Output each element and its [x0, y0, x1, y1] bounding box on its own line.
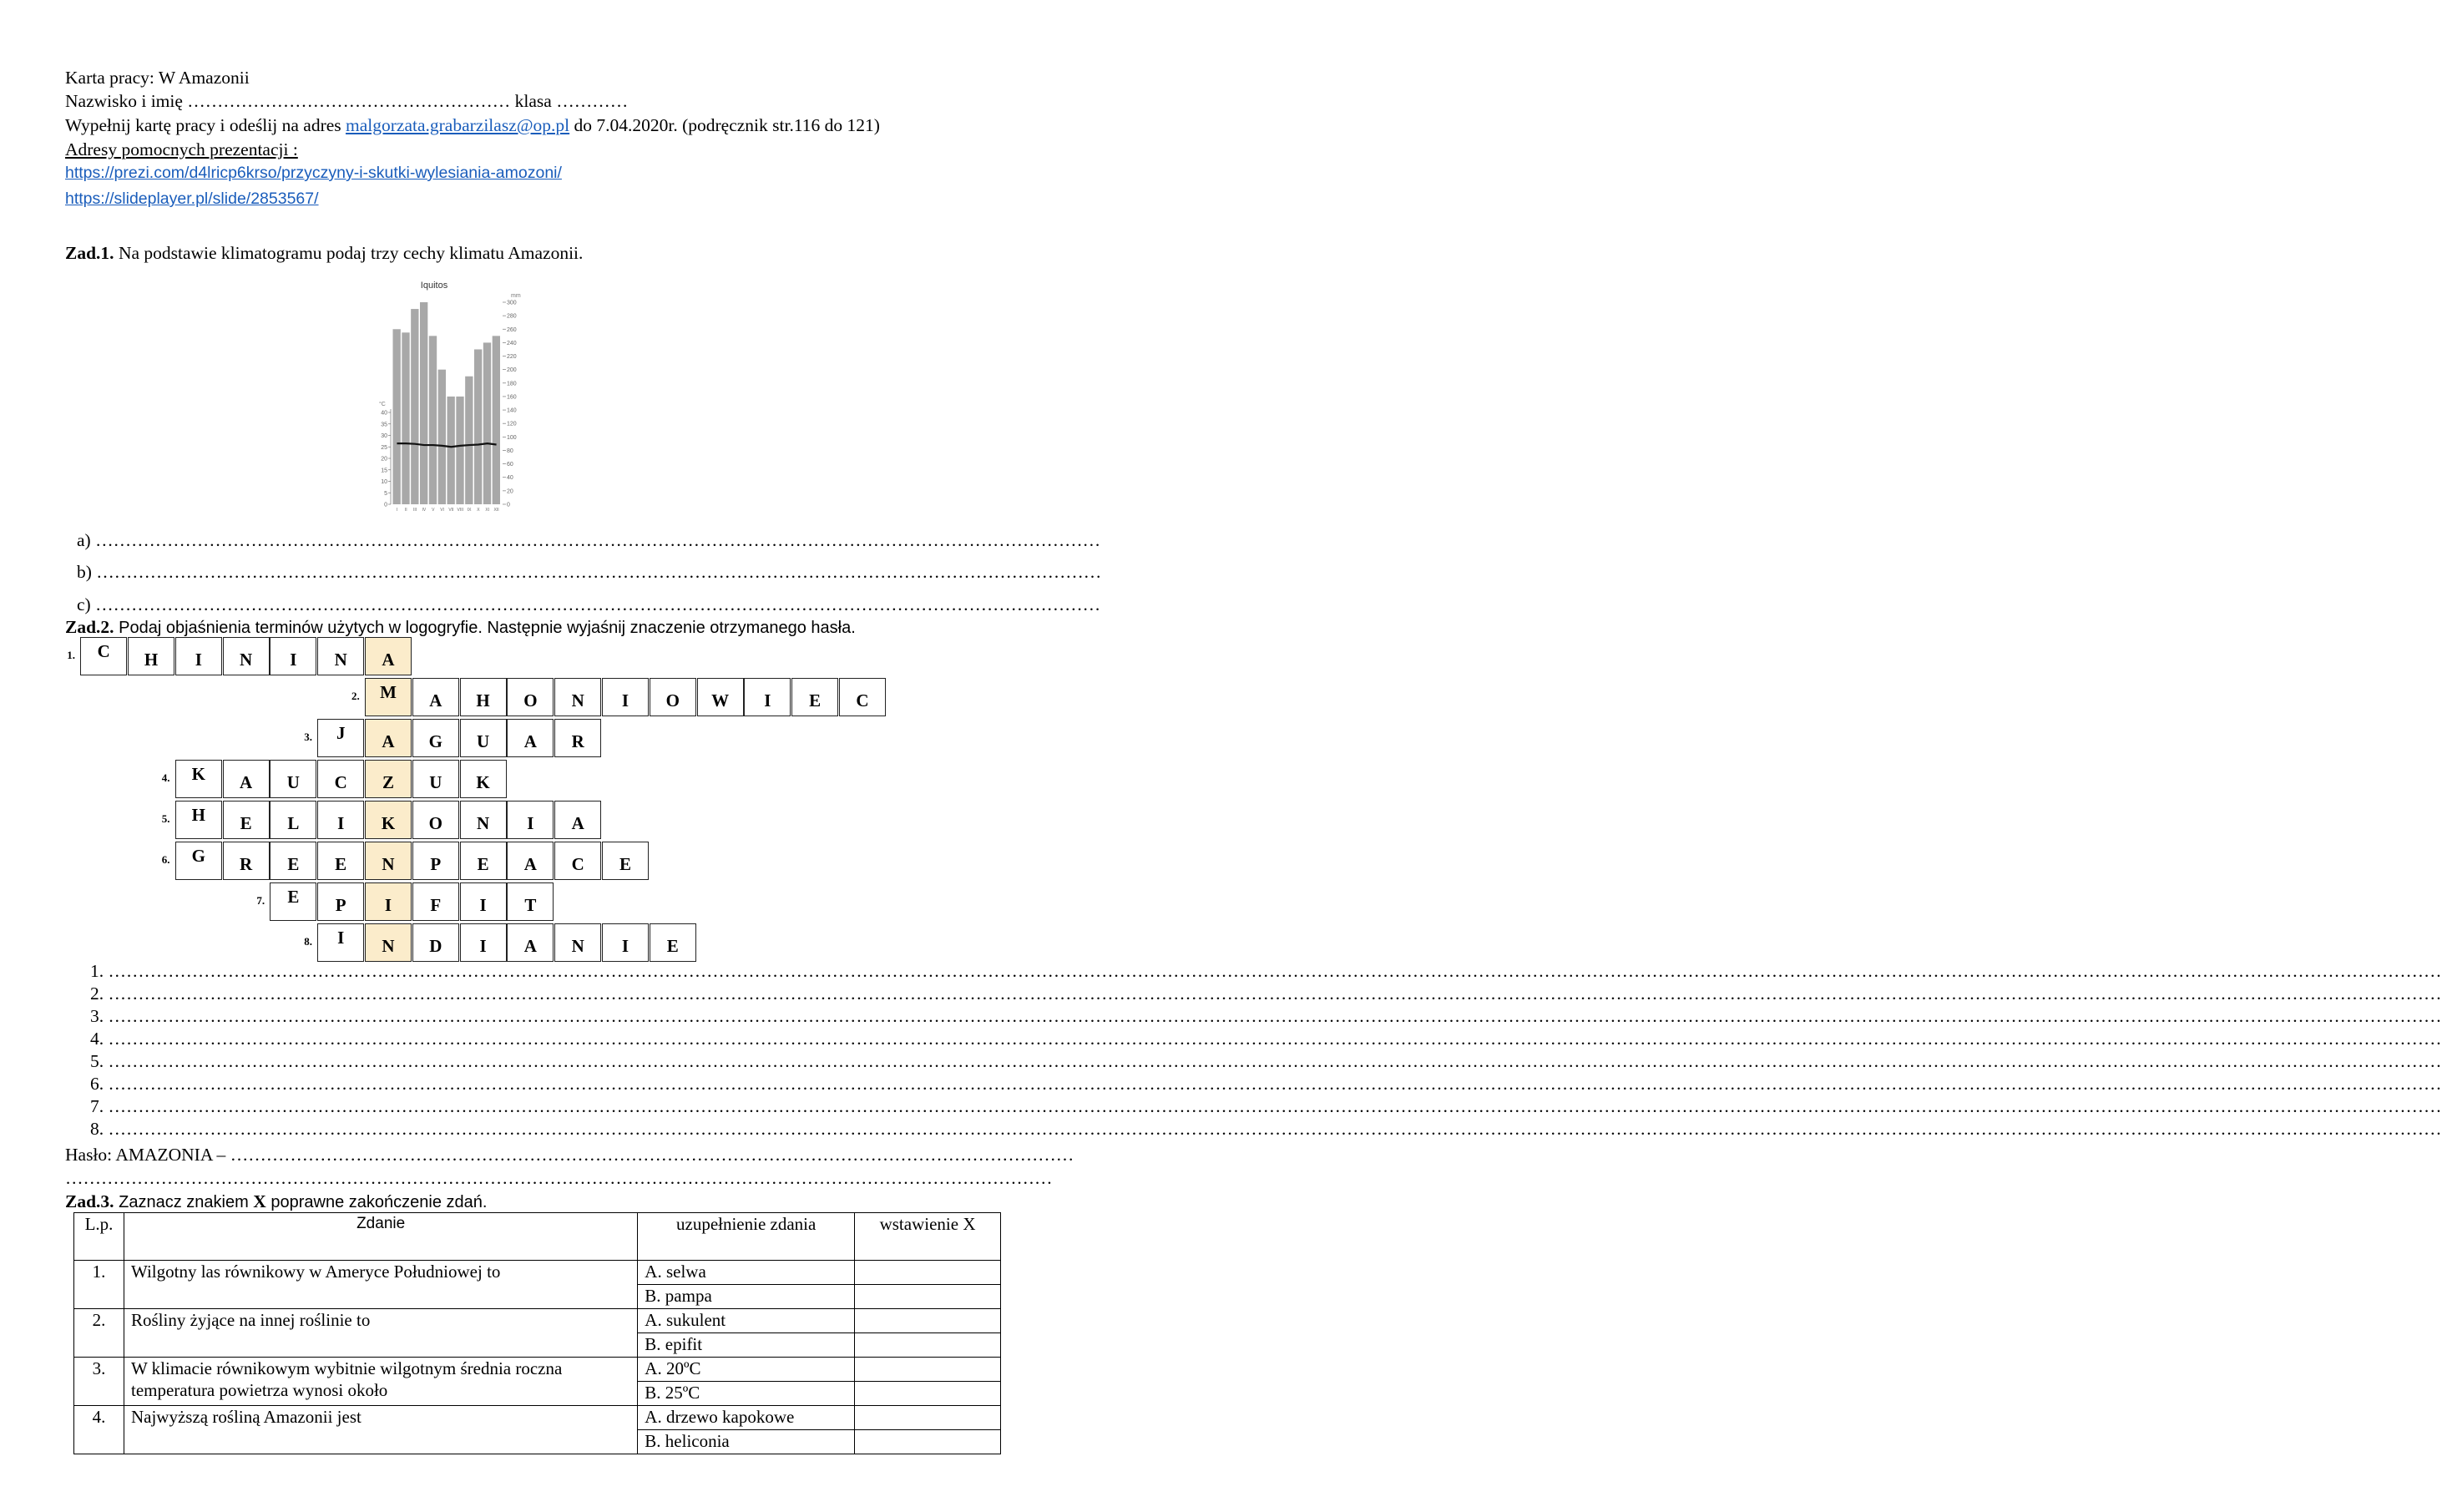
row-lp: 4.: [74, 1406, 124, 1454]
crossword-row-number: 4.: [161, 771, 170, 784]
crossword-cell: F: [412, 882, 459, 921]
header-lp: L.p.: [74, 1213, 124, 1261]
crossword-cell: I: [744, 678, 791, 716]
precipitation-bar: [456, 397, 463, 504]
crossword-cell: I: [317, 923, 364, 962]
right-tick-label: 300: [507, 300, 517, 306]
left-tick-label: 15: [381, 468, 387, 474]
crossword-row-number: 1.: [67, 649, 75, 661]
crossword-cell: E: [460, 842, 507, 880]
month-label: VII: [448, 508, 454, 513]
crossword-cell: A: [507, 842, 554, 880]
crossword-cell: H: [460, 678, 507, 716]
crossword-cell: I: [270, 637, 316, 675]
crossword-cell: L: [270, 801, 316, 839]
precipitation-bar: [438, 370, 446, 504]
answer-line[interactable]: 3. …………………………………………………………………………………………………………………………………………………………………………………………………………………………………………………………………………………………………………………………………………………………: [90, 1006, 2442, 1026]
answer-c-label: c): [77, 594, 91, 614]
crossword-cell: N: [554, 678, 601, 716]
instructions-post: do 7.04.2020r. (podręcznik str.116 do 121): [569, 115, 880, 135]
right-tick-label: 40: [507, 475, 513, 482]
crossword-cell: E: [223, 801, 270, 839]
left-tick-label: 0: [384, 502, 387, 508]
crossword-cell: A: [554, 801, 601, 839]
crossword-cell: O: [507, 678, 554, 716]
answer-line[interactable]: 5. …………………………………………………………………………………………………………………………………………………………………………………………………………………………………………………………………………………………………………………………………………………………: [90, 1051, 2442, 1071]
task1-answer-a[interactable]: a) ……………………………………………………………………………………………………………………………………………………: [77, 530, 1101, 550]
mark-cell-b[interactable]: [855, 1333, 1001, 1358]
precipitation-bar: [465, 377, 473, 504]
task2-text: Podaj objaśnienia terminów użytych w logogryfie. Następnie wyjaśnij znaczenie otrzymanego hasła.: [114, 619, 856, 637]
slideplayer-link[interactable]: https://slideplayer.pl/slide/2853567/: [65, 190, 319, 208]
instructions-pre: Wypełnij kartę pracy i odeślij na adres: [65, 115, 346, 135]
option-b: B. epifit: [638, 1333, 855, 1358]
climatogram-chart: [367, 279, 534, 513]
crossword-cell: C: [554, 842, 601, 880]
helper-heading: Adresy pomocnych prezentacji :: [65, 139, 298, 159]
crossword-cell: T: [507, 882, 554, 921]
crossword-cell: P: [317, 882, 364, 921]
answer-line[interactable]: 4. …………………………………………………………………………………………………………………………………………………………………………………………………………………………………………………………………………………………………………………………………………………………: [90, 1029, 2442, 1049]
crossword-cell: N: [365, 842, 412, 880]
option-b: B. pampa: [638, 1285, 855, 1309]
row-lp: 2.: [74, 1309, 124, 1358]
task1-answer-b[interactable]: b) ……………………………………………………………………………………………………………………………………………………: [77, 562, 1102, 582]
crossword-cell: N: [554, 923, 601, 962]
answer-number: 5.: [90, 1051, 104, 1071]
crossword-cell: A: [507, 719, 554, 757]
crossword-cell: K: [365, 801, 412, 839]
crossword-cell: I: [175, 637, 222, 675]
mark-cell-a[interactable]: [855, 1261, 1001, 1285]
precipitation-bar: [402, 332, 409, 504]
row-sentence: Wilgotny las równikowy w Ameryce Południowej to: [124, 1261, 637, 1309]
crossword-cell: I: [460, 923, 507, 962]
answer-number: 3.: [90, 1006, 104, 1026]
option-a: A. drzewo kapokowe: [638, 1406, 855, 1430]
crossword-cell: C: [80, 637, 127, 675]
task3-text-post: poprawne zakończenie zdań.: [265, 1193, 488, 1211]
precipitation-bar: [447, 397, 455, 504]
table-row: [74, 1261, 1001, 1285]
left-tick-label: 40: [381, 410, 387, 417]
crossword-cell: D: [412, 923, 459, 962]
crossword-cell: I: [460, 882, 507, 921]
answer-line[interactable]: 6. …………………………………………………………………………………………………………………………………………………………………………………………………………………………………………………………………………………………………………………………………………………………: [90, 1074, 2442, 1094]
crossword-cell: K: [460, 760, 507, 798]
mark-cell-a[interactable]: [855, 1309, 1001, 1333]
crossword-row-number: 7.: [256, 894, 265, 907]
row-sentence: W klimacie równikowym wybitnie wilgotnym średnia roczna temperatura powietrza wynosi około: [124, 1358, 637, 1406]
row-lp: 3.: [74, 1358, 124, 1406]
crossword-cell: E: [791, 678, 838, 716]
header-x: wstawienie X: [855, 1213, 1001, 1261]
crossword-cell: G: [412, 719, 459, 757]
month-label: IX: [467, 508, 472, 513]
left-axis-unit: °C: [379, 402, 386, 407]
crossword-cell: N: [460, 801, 507, 839]
instructions-line: [65, 114, 880, 136]
task1-text: Na podstawie klimatogramu podaj trzy cechy klimatu Amazonii.: [114, 243, 584, 263]
answer-number: 8.: [90, 1119, 104, 1139]
crossword-cell: H: [128, 637, 174, 675]
crossword-cell: P: [412, 842, 459, 880]
right-tick-label: 180: [507, 381, 517, 387]
crossword-cell: M: [365, 678, 412, 716]
x-mark: X: [253, 1191, 266, 1211]
month-label: V: [432, 508, 435, 513]
crossword-cell: W: [697, 678, 744, 716]
answer-b-label: b): [77, 562, 92, 582]
mark-cell-a[interactable]: [855, 1406, 1001, 1430]
crossword-cell: E: [602, 842, 649, 880]
precipitation-bar: [429, 336, 437, 504]
left-tick-label: 30: [381, 433, 387, 439]
precipitation-bar: [393, 329, 401, 504]
row-sentence: Rośliny żyjące na innej roślinie to: [124, 1309, 637, 1358]
task2-label: Zad.2.: [65, 617, 114, 637]
answer-line[interactable]: 1. …………………………………………………………………………………………………………………………………………………………………………………………………………………………………………………………………………………………………………………………………………………………: [90, 961, 2442, 981]
chart-title: Iquitos: [420, 281, 448, 291]
answer-line[interactable]: 2. …………………………………………………………………………………………………………………………………………………………………………………………………………………………………………………………………………………………………………………………………………………………: [90, 984, 2442, 1004]
answer-number: 4.: [90, 1029, 104, 1049]
table-row: [74, 1406, 1001, 1430]
crossword-cell: U: [412, 760, 459, 798]
crossword-cell: A: [365, 637, 412, 675]
left-tick-label: 10: [381, 479, 387, 485]
crossword-cell: A: [365, 719, 412, 757]
right-tick-label: 20: [507, 488, 513, 495]
right-tick-label: 200: [507, 367, 517, 374]
mark-cell-b[interactable]: [855, 1382, 1001, 1406]
month-label: VI: [440, 508, 444, 513]
answer-line[interactable]: 7. …………………………………………………………………………………………………………………………………………………………………………………………………………………………………………………………………………………………………………………………………………………………: [90, 1096, 2442, 1116]
right-tick-label: 140: [507, 407, 517, 414]
task3-heading: [65, 1191, 487, 1213]
mark-cell-b[interactable]: [855, 1285, 1001, 1309]
option-b: B. heliconia: [638, 1430, 855, 1454]
crossword-cell: O: [412, 801, 459, 839]
right-tick-label: 0: [507, 502, 510, 508]
task3-table: [73, 1212, 1001, 1454]
crossword-cell: G: [175, 842, 222, 880]
month-label: I: [396, 508, 398, 513]
crossword-cell: U: [460, 719, 507, 757]
precipitation-bar: [420, 302, 427, 504]
task1-heading: [65, 242, 583, 264]
crossword-cell: I: [507, 801, 554, 839]
header-zdanie: Zdanie: [124, 1213, 637, 1261]
crossword-cell: H: [175, 801, 222, 839]
crossword-cell: N: [317, 637, 364, 675]
answer-line[interactable]: 8. …………………………………………………………………………………………………………………………………………………………………………………………………………………………………………………………………………………………………………………………………………………………: [90, 1119, 2442, 1139]
crossword-cell: R: [223, 842, 270, 880]
month-label: XI: [485, 508, 490, 513]
table-row: [74, 1358, 1001, 1382]
month-label: IV: [422, 508, 427, 513]
precipitation-bar: [483, 342, 491, 504]
precipitation-bar: [411, 309, 418, 504]
row-sentence: Najwyższą rośliną Amazonii jest: [124, 1406, 637, 1454]
task3-label: Zad.3.: [65, 1191, 114, 1211]
email-link[interactable]: malgorzata.grabarzilasz@op.pl: [346, 115, 570, 135]
crossword-cell: E: [270, 842, 316, 880]
crossword-cell: A: [507, 923, 554, 962]
task1-answer-c[interactable]: c) ……………………………………………………………………………………………………………………………………………………: [77, 594, 1101, 614]
option-a: A. sukulent: [638, 1309, 855, 1333]
answer-number: 6.: [90, 1074, 104, 1094]
precipitation-bar: [474, 349, 482, 504]
task2-heading: [65, 616, 856, 639]
right-tick-label: 240: [507, 340, 517, 346]
crossword-cell: A: [223, 760, 270, 798]
task3-text: Zaznacz znakiem: [114, 1193, 254, 1211]
haslo-continuation[interactable]: …………………………………………………………………………………………………………………………………………………: [65, 1168, 1053, 1188]
answer-number: 7.: [90, 1096, 104, 1116]
right-tick-label: 260: [507, 326, 517, 333]
crossword-row-number: 5.: [161, 812, 170, 825]
option-b: B. 25ºC: [638, 1382, 855, 1406]
crossword-cell: N: [365, 923, 412, 962]
crossword-cell: I: [365, 882, 412, 921]
crossword-cell: E: [317, 842, 364, 880]
crossword-row-number: 8.: [304, 935, 312, 948]
row-lp: 1.: [74, 1261, 124, 1309]
worksheet-title: Karta pracy: W Amazonii: [65, 68, 250, 88]
left-tick-label: 20: [381, 456, 387, 463]
right-tick-label: 60: [507, 462, 513, 468]
crossword-cell: I: [317, 801, 364, 839]
crossword-cell: J: [317, 719, 364, 757]
haslo-line[interactable]: Hasło: AMAZONIA – ……………………………………………………………………………………………………………………………: [65, 1145, 1074, 1165]
answer-number: 1.: [90, 961, 104, 981]
precipitation-bar: [493, 336, 500, 504]
month-label: III: [412, 508, 417, 513]
month-label: XII: [493, 508, 499, 513]
crossword-cell: Z: [365, 760, 412, 798]
right-tick-label: 220: [507, 354, 517, 361]
right-axis-unit: mm: [511, 293, 521, 299]
crossword-cell: C: [317, 760, 364, 798]
left-tick-label: 5: [384, 490, 387, 497]
crossword-row-number: 2.: [351, 690, 360, 702]
left-tick-label: 25: [381, 444, 387, 451]
month-label: X: [477, 508, 480, 513]
crossword-cell: E: [650, 923, 696, 962]
answer-a-label: a): [77, 530, 91, 550]
header-uzup: uzupełnienie zdania: [638, 1213, 855, 1261]
task1-label: Zad.1.: [65, 243, 114, 263]
right-tick-label: 120: [507, 421, 517, 427]
option-a: A. selwa: [638, 1261, 855, 1285]
right-tick-label: 280: [507, 313, 517, 320]
crossword-cell: K: [175, 760, 222, 798]
mark-cell-b[interactable]: [855, 1430, 1001, 1454]
prezi-link[interactable]: https://prezi.com/d4lricp6krso/przyczyny-i-skutki-wylesiania-amozoni/: [65, 164, 562, 182]
crossword-row-number: 6.: [161, 853, 170, 866]
crossword-cell: O: [650, 678, 696, 716]
answer-number: 2.: [90, 984, 104, 1004]
crossword-cell: N: [223, 637, 270, 675]
option-a: A. 20ºC: [638, 1358, 855, 1382]
crossword-cell: R: [554, 719, 601, 757]
haslo-label: Hasło: AMAZONIA –: [65, 1145, 226, 1165]
right-tick-label: 160: [507, 394, 517, 401]
left-tick-label: 35: [381, 422, 387, 428]
month-label: II: [404, 508, 407, 513]
crossword-row-number: 3.: [304, 731, 312, 743]
right-tick-label: 100: [507, 434, 517, 441]
mark-cell-a[interactable]: [855, 1358, 1001, 1382]
right-tick-label: 80: [507, 448, 513, 454]
crossword-cell: E: [270, 882, 316, 921]
crossword-cell: I: [602, 923, 649, 962]
crossword-cell: A: [412, 678, 459, 716]
crossword-cell: U: [270, 760, 316, 798]
crossword-cell: I: [602, 678, 649, 716]
name-class-line: Nazwisko i imię ……………………………………………… klasa …………: [65, 91, 629, 111]
month-label: VIII: [457, 508, 464, 513]
table-row: [74, 1309, 1001, 1333]
crossword-cell: C: [839, 678, 886, 716]
